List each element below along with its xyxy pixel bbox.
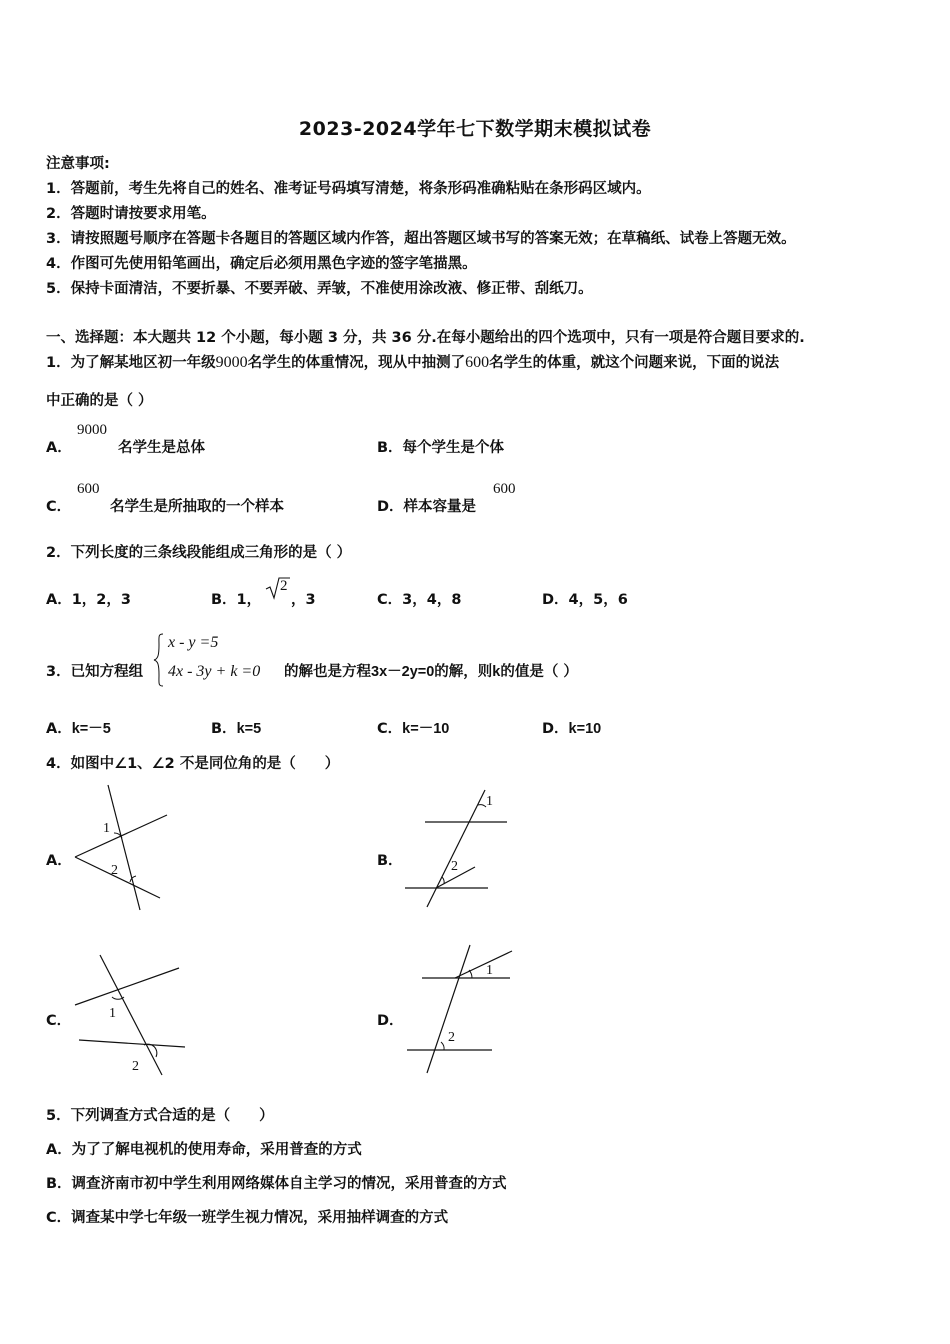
q4-option-c-label[interactable]: C． — [46, 1013, 72, 1029]
notice-item: 4．作图可先使用铅笔画出，确定后必须用黑色字迹的签字笔描黑。 — [46, 256, 477, 272]
q1-option-d-number: 600 — [493, 481, 516, 497]
q1-pre: 1．为了解某地区初一年级 — [46, 355, 216, 371]
q1-option-a-number: 9000 — [77, 422, 107, 438]
q3-mid: 的解也是方程 — [284, 664, 371, 680]
notice-item: 2．答题时请按要求用笔。 — [46, 206, 216, 222]
angle-1-label: 1 — [109, 1006, 116, 1021]
q3-k: k — [492, 664, 501, 680]
question-4-stem: 4．如图中∠1、∠2 不是同位角的是（ ） — [46, 756, 340, 772]
q4-figure-d — [400, 940, 520, 1080]
q1-option-a-text[interactable]: 名学生是总体 — [118, 440, 205, 456]
notice-heading: 注意事项: — [46, 156, 110, 172]
question-1-stem — [46, 351, 779, 372]
angle-2-label: 2 — [451, 859, 458, 874]
q4-option-d-label[interactable]: D． — [377, 1013, 404, 1029]
q3-equation-1: x - y =5 — [168, 634, 219, 651]
q1-option-a-label[interactable]: A． — [46, 440, 72, 456]
q1-option-c-label[interactable]: C． — [46, 499, 72, 515]
angle-2-label: 2 — [111, 863, 118, 878]
q1-number-9000: 9000 — [215, 354, 248, 371]
q1-post: 名学生的体重，就这个问题来说，下面的说法 — [489, 355, 780, 371]
q3-option-d[interactable]: D．k=10 — [542, 721, 602, 737]
notice-item: 5．保持卡面清洁，不要折暴、不要弄破、弄皱，不准使用涂改液、修正带、刮纸刀。 — [46, 281, 593, 297]
notice-item: 3．请按照题号顺序在答题卡各题目的答题区域内作答，超出答题区域书写的答案无效；在草稿纸、试卷上答题无效。 — [46, 231, 796, 247]
q5-option-b[interactable]: B．调查济南市初中学生利用网络媒体自主学习的情况，采用普查的方式 — [46, 1176, 507, 1192]
q4-figure-b — [400, 785, 520, 915]
q1-option-c-number: 600 — [77, 481, 100, 497]
q4-figure-a — [70, 780, 180, 915]
q4-option-b-label[interactable]: B． — [377, 853, 403, 869]
q3-option-a[interactable]: A．k=－5 — [46, 721, 111, 737]
q3-option-b[interactable]: B．k=5 — [211, 721, 262, 737]
angle-1-label: 1 — [486, 794, 493, 809]
q2-option-d[interactable]: D．4，5，6 — [542, 592, 628, 608]
question-1-stem-line2: 中正确的是（ ） — [46, 393, 153, 409]
q1-option-c-text[interactable]: 名学生是所抽取的一个样本 — [110, 499, 284, 515]
section-heading: 一、选择题：本大题共 12 个小题，每小题 3 分，共 36 分.在每小题给出的四个选项中，只有一项是符合题目要求的. — [46, 330, 805, 346]
notice-item: 1．答题前，考生先将自己的姓名、准考证号码填写清楚，将条形码准确粘贴在条形码区域内。 — [46, 181, 651, 197]
question-5-stem: 5．下列调查方式合适的是（ ） — [46, 1108, 274, 1124]
q1-number-600: 600 — [465, 354, 490, 371]
angle-2-label: 2 — [448, 1030, 455, 1045]
q3-target-equation: 3x－2y=0 — [371, 664, 435, 680]
q5-option-a[interactable]: A．为了了解电视机的使用寿命，采用普查的方式 — [46, 1142, 362, 1158]
angle-2-label: 2 — [132, 1059, 139, 1074]
q2-option-b-radicand: 2 — [280, 578, 288, 594]
q5-option-c[interactable]: C．调查某中学七年级一班学生视力情况，采用抽样调查的方式 — [46, 1210, 449, 1226]
q3-option-c[interactable]: C．k=－10 — [377, 721, 450, 737]
q3-equation-2: 4x - 3y + k =0 — [168, 663, 261, 680]
q1-option-d-text[interactable]: D．样本容量是 — [377, 499, 477, 515]
page-title: 2023-2024学年七下数学期末模拟试卷 — [298, 118, 652, 140]
angle-1-label: 1 — [486, 963, 493, 978]
q1-option-b[interactable]: B．每个学生是个体 — [377, 440, 505, 456]
q3-pre: 3．已知方程组 — [46, 664, 144, 680]
angle-1-label: 1 — [103, 821, 110, 836]
q2-option-c[interactable]: C．3，4，8 — [377, 592, 462, 608]
q3-stem-rest — [284, 660, 578, 681]
q2-option-b-pre[interactable]: B．1， — [211, 592, 262, 608]
q2-option-b-post[interactable]: ，3 — [291, 592, 316, 608]
q1-mid: 名学生的体重情况，现从中抽测了 — [247, 355, 466, 371]
q3-post: 的值是（ ） — [500, 664, 578, 680]
q3-mid2: 的解，则 — [434, 664, 493, 680]
q4-figure-c — [72, 950, 192, 1080]
brace-icon — [153, 633, 165, 687]
question-2-stem: 2．下列长度的三条线段能组成三角形的是（ ） — [46, 545, 352, 561]
q2-option-a[interactable]: A．1，2，3 — [46, 592, 131, 608]
q4-option-a-label[interactable]: A． — [46, 853, 72, 869]
